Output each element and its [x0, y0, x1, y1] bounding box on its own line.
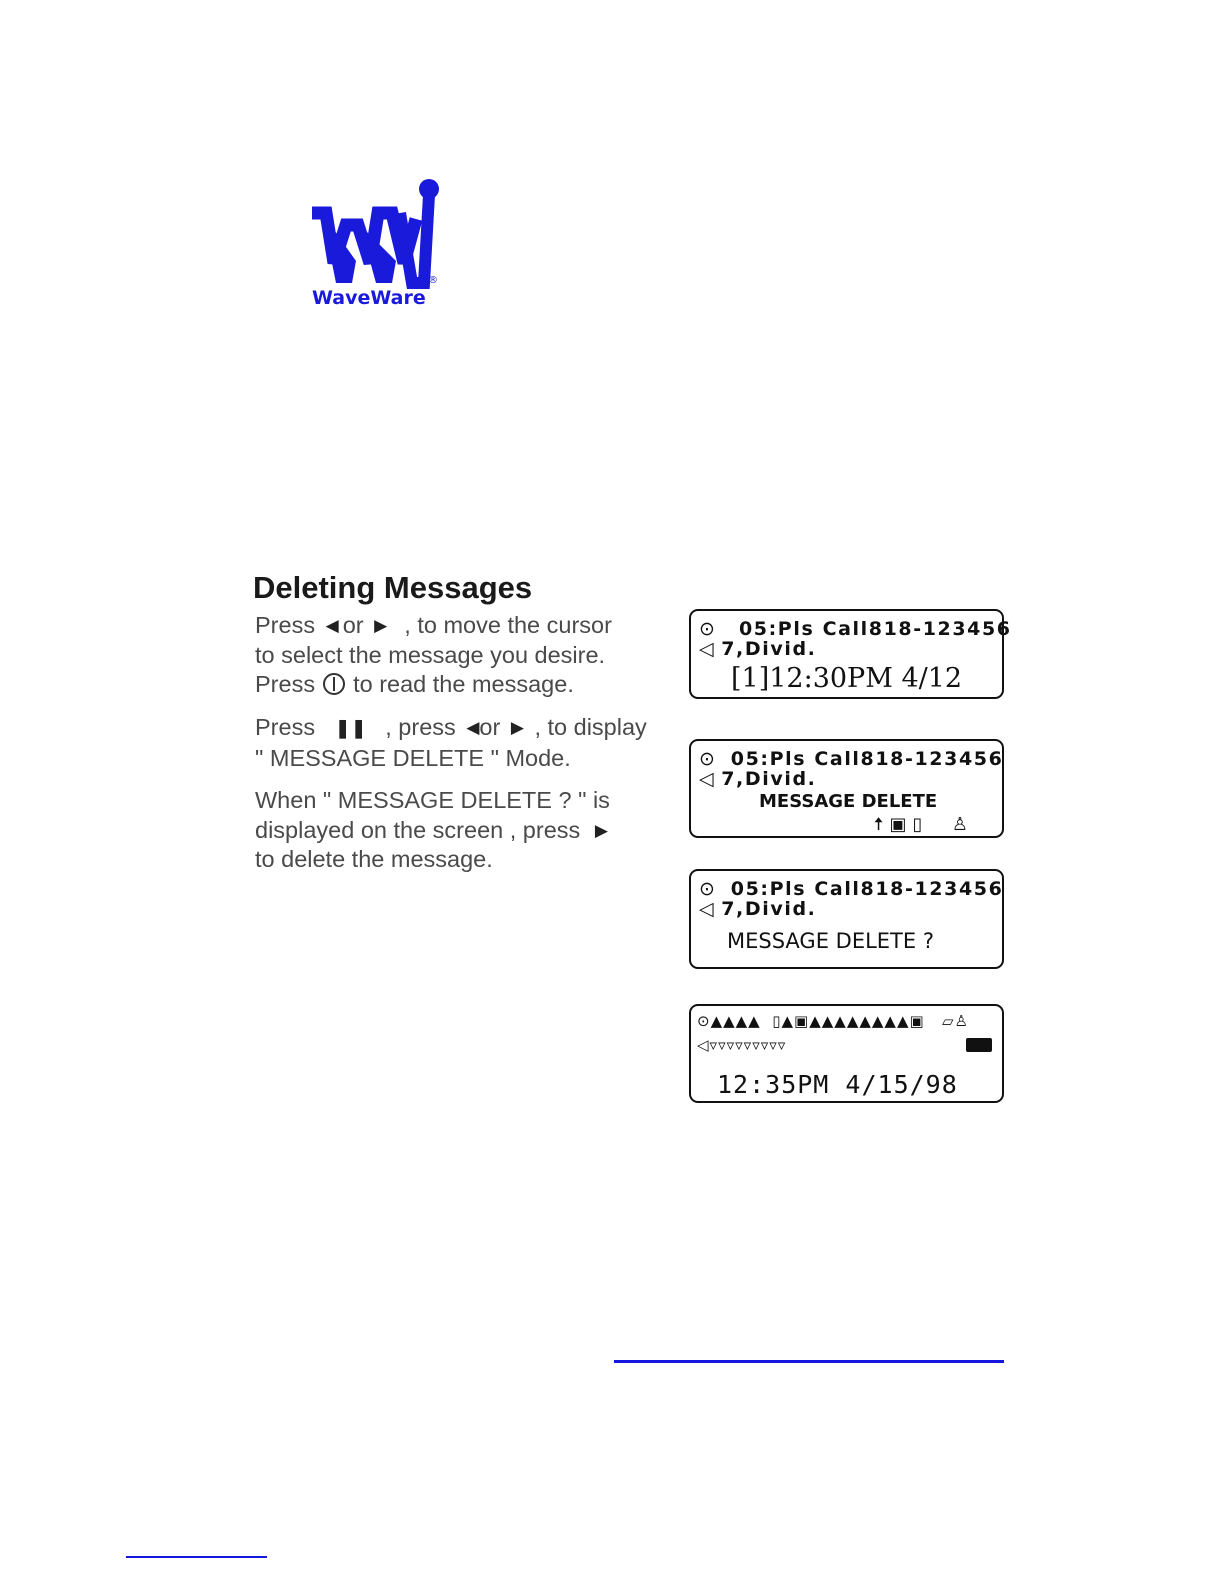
message-slot-markers: ⊙▲▲▲▲ ▯▲▣▲▲▲▲▲▲▲▲▣ ▱♙ — [697, 1012, 969, 1030]
pager-screen-idle — [689, 1004, 1004, 1103]
instruction-line: When " MESSAGE DELETE ? " is — [255, 787, 610, 813]
speaker-icon: ◁ — [697, 1036, 710, 1054]
instruction-line: to delete the message. — [255, 846, 493, 872]
left-arrow-icon: ◀ — [325, 616, 339, 635]
instruction-line: " MESSAGE DELETE " Mode. — [255, 744, 571, 771]
up-arrow-icon: 🠅 — [873, 814, 890, 835]
instruction-line — [255, 816, 612, 846]
screen-text: 7,Divid. — [721, 638, 817, 660]
instruction-line: to select the message you desire. — [255, 641, 606, 668]
screen-line-3: [1]12:30PM 4/12 — [731, 663, 963, 694]
hyperlink-underline[interactable] — [614, 1360, 1004, 1363]
screen-text: 7,Divid. — [721, 768, 817, 790]
lock-icon: ▣ — [889, 814, 913, 835]
text-fragment: or — [479, 714, 501, 740]
screen-line-3: MESSAGE DELETE ? — [727, 929, 934, 953]
right-arrow-icon: ▶ — [374, 616, 388, 635]
message-slot-markers: ◁▿▿▿▿▿▿▿▿▿ — [697, 1036, 787, 1054]
power-icon — [323, 673, 345, 695]
screen-line-2 — [699, 768, 816, 790]
screen-text: 05:Pls Call818-123456 — [730, 878, 1004, 900]
pager-screen-read-message — [689, 609, 1012, 699]
screen-line-1 — [699, 748, 1003, 770]
instruction-paragraph-2 — [255, 713, 647, 773]
alert-icon: ⊙ — [699, 878, 717, 900]
alert-icon: ⊙ — [697, 1012, 711, 1030]
screen-text: 05:Pls Call818-123456 — [730, 748, 1004, 770]
pager-screen-delete-mode — [689, 739, 1004, 838]
logo-wordmark: WaveWare — [312, 287, 426, 309]
trash-icon: ▯ — [912, 814, 929, 835]
instruction-line — [255, 611, 612, 641]
screen-line-2 — [699, 638, 816, 660]
instruction-paragraph-3 — [255, 786, 612, 875]
right-arrow-icon: ▶ — [594, 820, 608, 840]
text-fragment: Press — [255, 714, 316, 740]
section-title: Deleting Messages — [253, 570, 533, 605]
screen-line-3: MESSAGE DELETE — [759, 791, 938, 812]
speaker-icon: ◁ — [699, 638, 716, 660]
speaker-icon: ◁ — [699, 768, 716, 790]
person-icon: ♙ — [951, 814, 974, 835]
instruction-line — [255, 670, 612, 700]
alert-icon: ⊙ — [699, 618, 717, 640]
pause-icon: ❚❚ — [335, 718, 368, 738]
pager-screen-delete-confirm — [689, 869, 1004, 969]
screen-text: 05:Pls Call818-123456 — [738, 618, 1012, 640]
text-fragment: or — [342, 612, 364, 638]
screen-line-1 — [699, 618, 1012, 640]
text-fragment: , to display — [534, 714, 647, 740]
speaker-icon: ◁ — [699, 898, 716, 920]
screen-line-2 — [699, 898, 816, 920]
text-fragment: to read the message. — [353, 671, 574, 697]
alert-icon: ⊙ — [699, 748, 717, 770]
left-arrow-icon: ◀ — [466, 718, 480, 737]
screen-line-1 — [699, 878, 1003, 900]
status-icons — [874, 812, 974, 842]
text-fragment: displayed on the screen , press — [255, 816, 581, 843]
right-arrow-icon: ▶ — [510, 718, 524, 737]
screen-text: 7,Divid. — [721, 898, 817, 920]
text-fragment: , to move the cursor — [404, 612, 612, 638]
hyperlink-underline[interactable] — [126, 1556, 267, 1558]
text-fragment: , press — [385, 714, 456, 740]
instruction-line — [255, 713, 647, 744]
text-fragment: Press — [255, 671, 316, 697]
waveware-logo — [300, 175, 450, 315]
waveware-logo-mark — [300, 175, 450, 290]
instruction-paragraph-1 — [255, 611, 612, 700]
screen-time-date: 12:35PM 4/15/98 — [717, 1070, 958, 1099]
battery-icon — [966, 1038, 992, 1052]
registered-mark: ® — [428, 275, 438, 286]
text-fragment: Press — [255, 612, 316, 638]
